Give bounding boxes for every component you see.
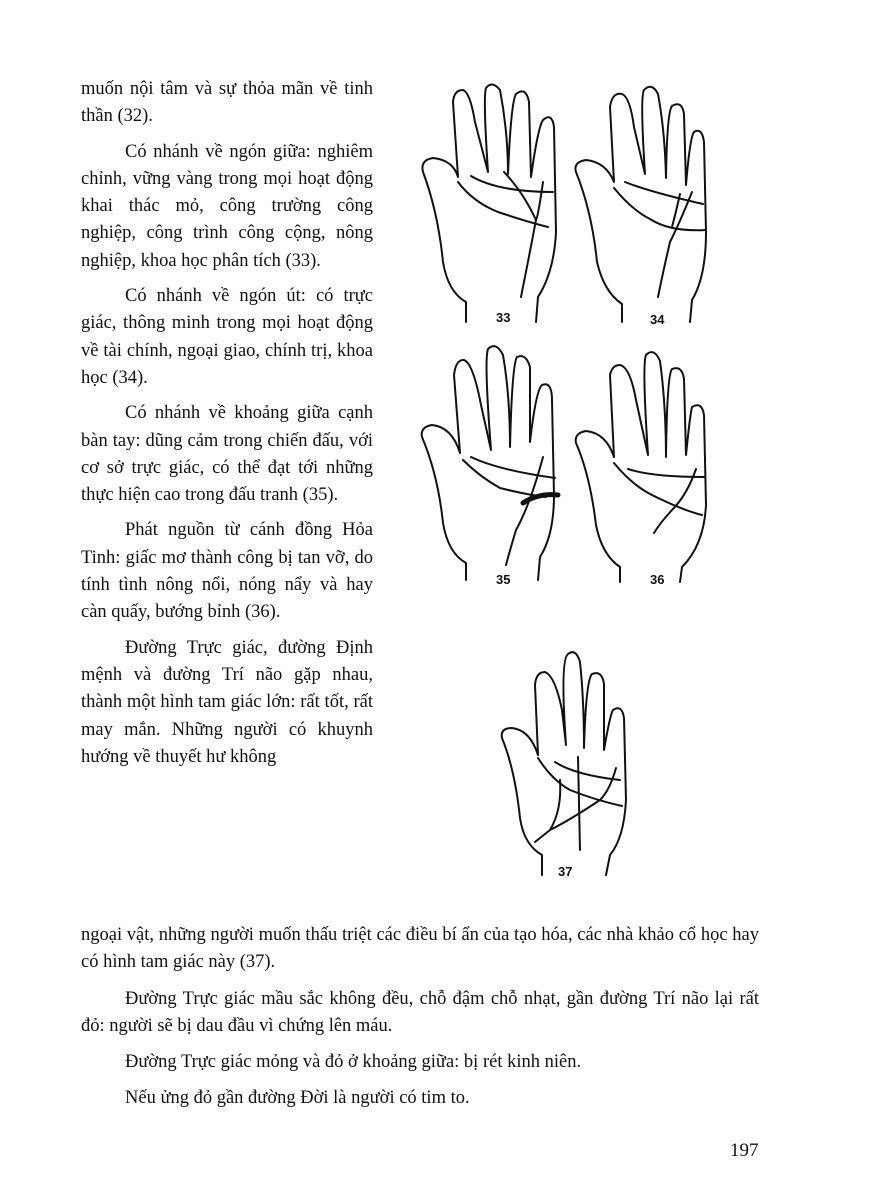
figure-33 (418, 82, 568, 327)
paragraph-flush-red: Nếu ửng đỏ gần đường Đời là người có tim to. (125, 1088, 470, 1109)
text-full-width (81, 922, 759, 1122)
figure-label-36: 36 (650, 572, 665, 587)
paragraph-thin-red: Đường Trực giác mỏng và đỏ ở khoảng giữa: bị rét kinh niên. (125, 1052, 582, 1073)
paragraph-37-end: ngoại vật, những người muốn thấu triệt các điều bí ẩn của tạo hóa, các nhà khảo cổ học hay có hình tam giác này (37). (81, 925, 759, 973)
palm-illustration-34 (570, 82, 720, 327)
page-number: 197 (730, 1140, 759, 1161)
palm-illustration-33 (418, 82, 568, 327)
paragraph-35: Có nhánh về khoảng giữa cạnh bàn tay: dũng cảm trong chiến đấu, với cơ sở trực giác, có thể đạt tới những thực hiện cao trong đấu tranh (35). (81, 403, 373, 506)
palm-illustration-37 (500, 650, 640, 880)
paragraph-33: Có nhánh về ngón giữa: nghiêm chỉnh, vững vàng trong mọi hoạt động khai thác mỏ, công trường công nghiệp, công trình công cộng, nông nghiệp, khoa học phân tích (33). (81, 141, 373, 271)
figure-35 (418, 345, 568, 590)
figure-label-34: 34 (650, 312, 665, 327)
palm-illustration-35 (418, 345, 568, 590)
figure-34 (570, 82, 720, 327)
figure-36 (572, 345, 722, 590)
palm-illustration-36 (572, 345, 722, 590)
figure-label-35: 35 (496, 572, 511, 587)
paragraph-37-start: Đường Trực giác, đường Định mệnh và đường Trí não gặp nhau, thành một hình tam giác lớn: rất tốt, rất may mắn. Những người có khuynh hướng về thuyết hư không (81, 637, 373, 767)
figure-37 (500, 650, 640, 880)
figure-label-37: 37 (558, 864, 573, 879)
figure-label-33: 33 (496, 310, 511, 325)
paragraph-36: Phát nguồn từ cánh đồng Hỏa Tinh: giấc mơ thành công bị tan vỡ, do tính tình nông nổi, nóng nẩy và hay càn quấy, bướng bỉnh (36). (81, 520, 373, 623)
text-column (81, 76, 373, 779)
paragraph-34: Có nhánh về ngón út: có trực giác, thông minh trong mọi hoạt động về tài chính, ngoại giao, chính trị, khoa học (34). (81, 286, 373, 388)
paragraph-color-uneven: Đường Trực giác mầu sắc không đều, chỗ đậm chỗ nhạt, gần đường Trí não lại rất đỏ: người sẽ bị dau đầu vì chứng lên máu. (81, 988, 759, 1036)
paragraph-32-end: muốn nội tâm và sự thỏa mãn về tinh thần (32). (81, 79, 373, 127)
